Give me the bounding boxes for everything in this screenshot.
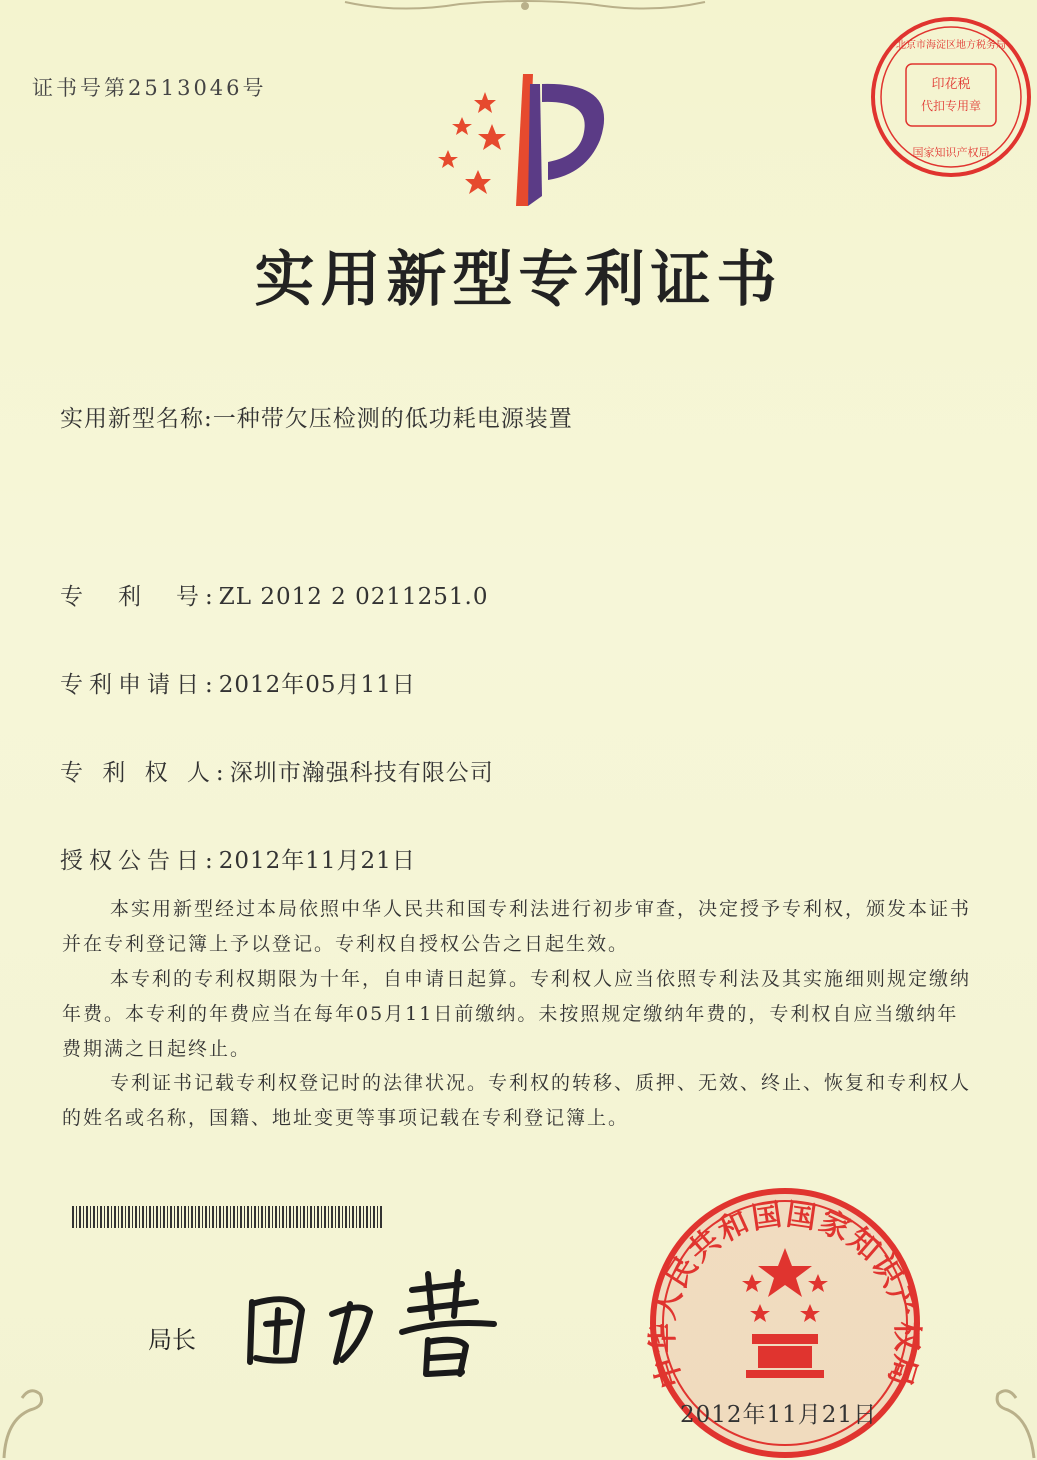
patentee-field xyxy=(60,754,494,787)
patent-number-label: 专 利 号: xyxy=(60,584,219,610)
body-paragraph: 本实用新型经过本局依照中华人民共和国专利法进行初步审查，决定授予专利权，颁发本证书并在专利登记簿上予以登记。专利权自授权公告之日起生效。 xyxy=(62,898,972,955)
tax-stamp-text: 北京市海淀区地方税务局 xyxy=(896,40,1006,51)
tax-stamp xyxy=(868,14,1034,180)
director-label: 局长 xyxy=(148,1326,196,1354)
corner-ornament-icon xyxy=(990,1380,1037,1460)
patentee-value: 深圳市瀚强科技有限公司 xyxy=(229,760,494,786)
patent-number-value: ZL 2012 2 0211251.0 xyxy=(218,584,489,610)
filing-date-field xyxy=(60,666,416,699)
tax-stamp-text: 国家知识产权局 xyxy=(912,146,990,159)
patent-number-field xyxy=(60,578,488,611)
grant-date-label: 授权公告日: xyxy=(60,848,219,874)
model-name-value: 一种带欠压检测的低功耗电源装置 xyxy=(212,406,573,432)
body-paragraph: 本专利的专利权期限为十年，自申请日起算。专利权人应当依照专利法及其实施细则规定缴纳年费。本专利的年费应当在每年05月11日前缴纳。未按照规定缴纳年费的，专利权自应当缴纳年费期满之日起终止。 xyxy=(62,968,972,1060)
tax-stamp-text: 代扣专用章 xyxy=(920,99,982,113)
body-paragraph: 专利证书记载专利权登记时的法律状况。专利权的转移、质押、无效、终止、恢复和专利权人的姓名或名称，国籍、地址变更等事项记载在专利登记簿上。 xyxy=(62,1072,972,1129)
page-title: 实用新型专利证书 xyxy=(254,245,783,315)
sipo-logo-icon xyxy=(430,62,630,222)
certificate-number: 证书号第2513046号 xyxy=(32,76,267,100)
filing-date-label: 专利申请日: xyxy=(60,672,219,698)
signature xyxy=(232,1262,522,1382)
issue-date: 2012年11月21日 xyxy=(680,1402,878,1428)
filing-date-value: 2012年05月11日 xyxy=(218,672,416,698)
patentee-label: 专 利 权 人: xyxy=(60,760,230,786)
grant-date-field xyxy=(60,842,416,875)
national-seal-text: 中华人民共和国国家知识产权局 xyxy=(645,1197,925,1392)
corner-ornament-icon xyxy=(0,1380,50,1460)
model-name-label: 实用新型名称: xyxy=(60,406,213,432)
tax-stamp-text: 印花税 xyxy=(931,77,971,92)
grant-date-value: 2012年11月21日 xyxy=(218,848,416,874)
model-name-field xyxy=(60,400,573,433)
top-ornament xyxy=(340,0,710,14)
barcode xyxy=(72,1206,384,1228)
